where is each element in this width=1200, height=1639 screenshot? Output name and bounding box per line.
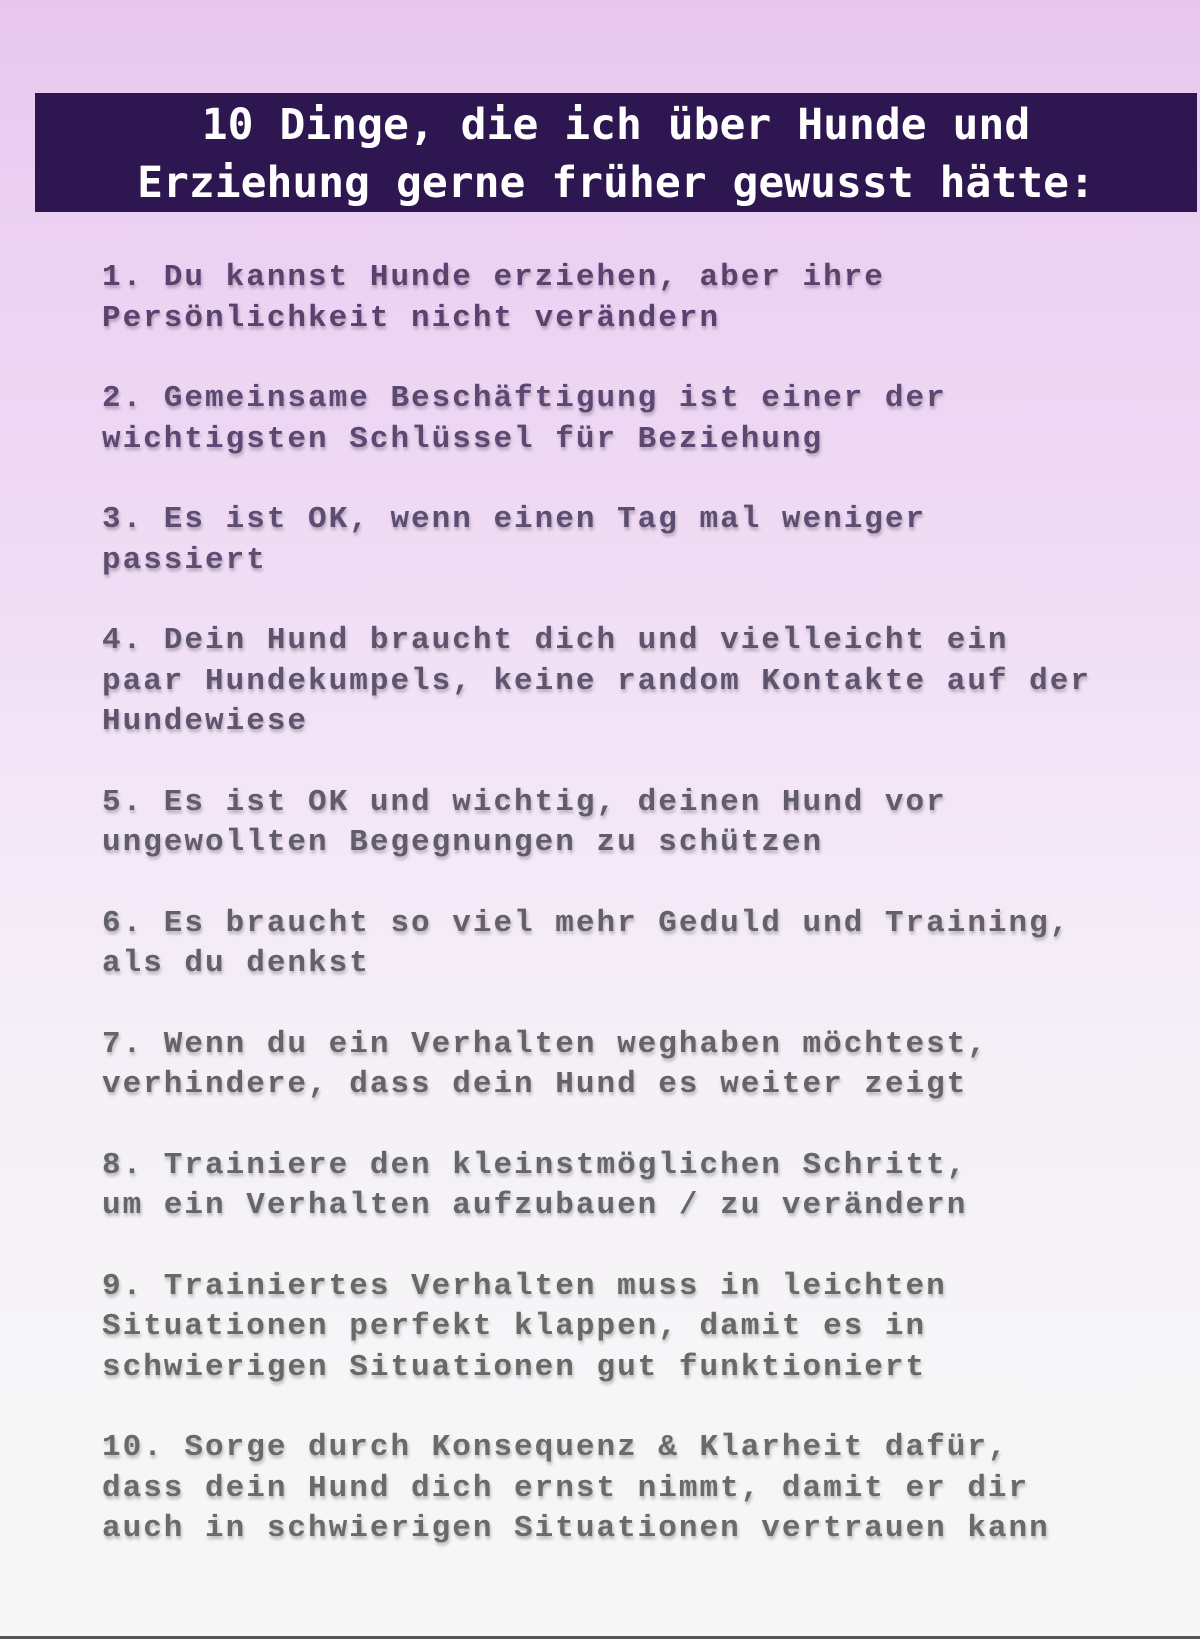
item-text-line: ungewollten Begegnungen zu schützen [102,825,824,860]
list-item [102,1025,1182,1106]
item-text-line: als du denkst [102,946,370,981]
item-text-line: wichtigsten Schlüssel für Beziehung [102,421,824,457]
item-text-line: auch in schwierigen Situationen vertrauen kann [102,1511,1050,1546]
item-text-line: 9. Trainiertes Verhalten muss in leichten [102,1268,947,1304]
list-item [102,500,1182,581]
item-text-line: verhindere, dass dein Hund es weiter zeigt [102,1067,968,1102]
item-text-line: Hundewiese [102,704,309,739]
item-text-line: 10. Sorge durch Konsequenz & Klarheit dafür, [102,1430,1009,1465]
title-banner [35,93,1197,212]
list-item [102,1146,1182,1227]
item-text-line: passiert [102,542,267,578]
list-item [102,1267,1182,1389]
title-line-2: Erziehung gerne früher gewusst hätte: [137,158,1095,208]
item-text-line: 1. Du kannst Hunde erziehen, aber ihre [102,260,885,295]
item-text-line: Situationen perfekt klappen, damit es in [102,1309,927,1344]
item-text-line: schwierigen Situationen gut funktioniert [102,1349,927,1385]
list-item [102,1428,1182,1550]
item-text-line: 5. Es ist OK und wichtig, deinen Hund vor [102,784,947,820]
item-text-line: Persönlichkeit nicht verändern [102,300,721,336]
item-text-line: paar Hundekumpels, keine random Kontakte auf der [102,663,1091,699]
list-item [102,904,1182,985]
item-text-line: 8. Trainiere den kleinstmöglichen Schritt, [102,1147,968,1183]
list-item [102,783,1182,864]
list-item [102,621,1182,743]
list-item [102,258,1182,339]
list-item [102,379,1182,460]
item-text-line: dass dein Hund dich ernst nimmt, damit er dir [102,1470,1030,1506]
item-text-line: um ein Verhalten aufzubauen / zu verändern [102,1188,968,1223]
item-text-line: 4. Dein Hund braucht dich und vielleicht ein [102,623,1009,658]
item-text-line: 3. Es ist OK, wenn einen Tag mal weniger [102,502,927,537]
item-text-line: 6. Es braucht so viel mehr Geduld und Training, [102,905,1071,941]
item-text-line: 7. Wenn du ein Verhalten weghaben möchtest, [102,1026,988,1062]
tips-list [102,258,1182,1590]
item-text-line: 2. Gemeinsame Beschäftigung ist einer der [102,381,947,416]
title-line-1: 10 Dinge, die ich über Hunde und [201,100,1031,150]
